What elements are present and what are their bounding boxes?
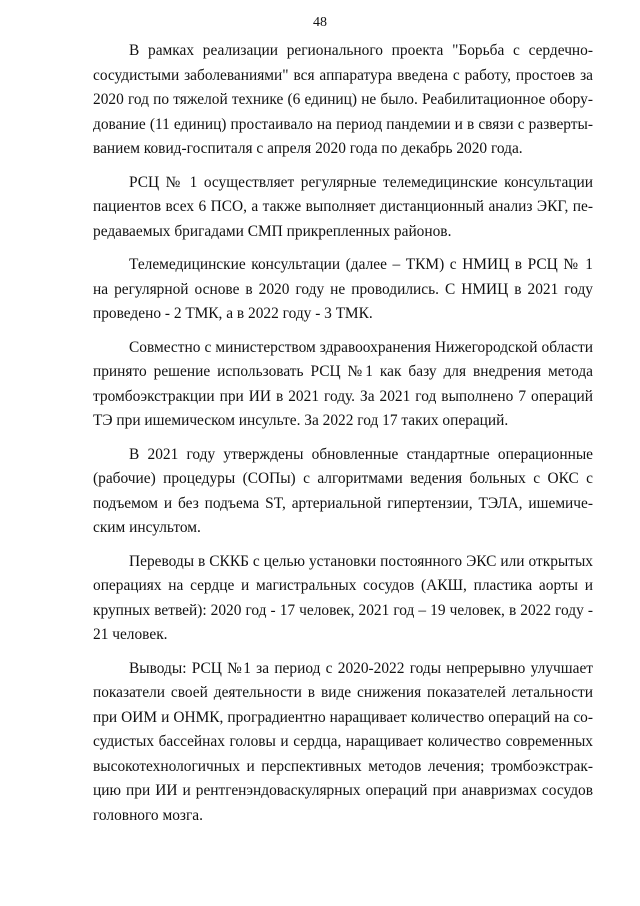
- text-line: редаваемых бригадами СМП прикрепленных районов.: [93, 222, 452, 240]
- text-line: судистых бассейнах головы и сердца, наращивает количество современных: [93, 733, 593, 750]
- text-line: ским инсультом.: [93, 519, 201, 536]
- text-line: крупных ветвей): 2020 год - 17 человек, 2021 год – 19 человек, в 2022 году -: [93, 601, 593, 619]
- text-line: головного мозга.: [93, 806, 203, 824]
- paragraph-conclusions: [93, 657, 593, 829]
- text-line: ТЭ при ишемическом инсульте. За 2022 год 17 таких операций.: [93, 412, 509, 429]
- text-line: дование (11 единиц) простаивало на период пандемии и в связи с разверты-: [93, 115, 593, 133]
- text-line: операциях на сердце и магистральных сосудов (АКШ, пластика аорты и: [93, 577, 593, 594]
- text-line: сосудистыми заболеваниями" вся аппаратура введена с работу, простоев за: [93, 66, 593, 84]
- paragraph-regional-project: [93, 39, 593, 162]
- page-number: 48: [313, 15, 327, 30]
- text-line: Переводы в СККБ с целью установки постоянного ЭКС или открытых: [129, 552, 593, 570]
- body-text: [93, 39, 593, 837]
- text-line: (рабочие) процедуры (СОПы) с алгоритмами ведения больных с ОКС с: [93, 470, 593, 487]
- text-line: ванием ковид-госпиталя с апреля 2020 года по декабрь 2020 года.: [93, 140, 523, 157]
- paragraph-telemedicine-nmic: [93, 253, 593, 327]
- paragraph-thrombectomy: [93, 336, 593, 434]
- text-line: принято решение использовать РСЦ №1 как базу для внедрения метода: [93, 363, 593, 380]
- paragraph-transfers: [93, 550, 593, 648]
- text-line: высокотехнологичных и перспективных методов лечения; тромбоэкстрак-: [93, 757, 593, 775]
- text-line: проведено - 2 ТМК, а в 2022 году - 3 ТМК.: [93, 305, 373, 322]
- text-line: на регулярной основе в 2020 году не проводились. С НМИЦ в 2021 году: [93, 280, 593, 298]
- text-line: при ОИМ и ОНМК, проградиентно наращивает количество операций на со-: [93, 708, 593, 726]
- paragraph-sop: [93, 443, 593, 541]
- text-line: пациентов всех 6 ПСО, а также выполняет дистанционный анализ ЭКГ, пе-: [93, 198, 593, 215]
- text-line: В 2021 году утверждены обновленные стандартные операционные: [129, 445, 593, 463]
- text-line: подъемом и без подъема ST, артериальной гипертензии, ТЭЛА, ишемиче-: [93, 494, 593, 512]
- text-line: В рамках реализации регионального проекта "Борьба с сердечно-: [129, 42, 593, 59]
- text-line: РСЦ № 1 осуществляет регулярные телемедицинские консультации: [129, 173, 593, 191]
- text-line: 21 человек.: [93, 626, 168, 643]
- text-line: тромбоэкстракции при ИИ в 2021 году. За 2021 год выполнено 7 операций: [93, 387, 593, 405]
- text-line: 2020 год по тяжелой технике (6 единиц) не было. Реабилитационное обору-: [93, 91, 593, 108]
- text-line: Совместно с министерством здравоохранения Нижегородской области: [129, 338, 593, 356]
- text-line: цию при ИИ и рентгенэндоваскулярных операций при анавризмах сосудов: [93, 782, 593, 799]
- text-line: Телемедицинские консультации (далее – ТКМ) с НМИЦ в РСЦ № 1: [129, 256, 593, 273]
- text-line: показатели своей деятельности в виде снижения показателей летальности: [93, 684, 593, 701]
- text-line: Выводы: РСЦ №1 за период с 2020-2022 годы непрерывно улучшает: [129, 659, 593, 677]
- paragraph-telemedicine-pso: [93, 171, 593, 245]
